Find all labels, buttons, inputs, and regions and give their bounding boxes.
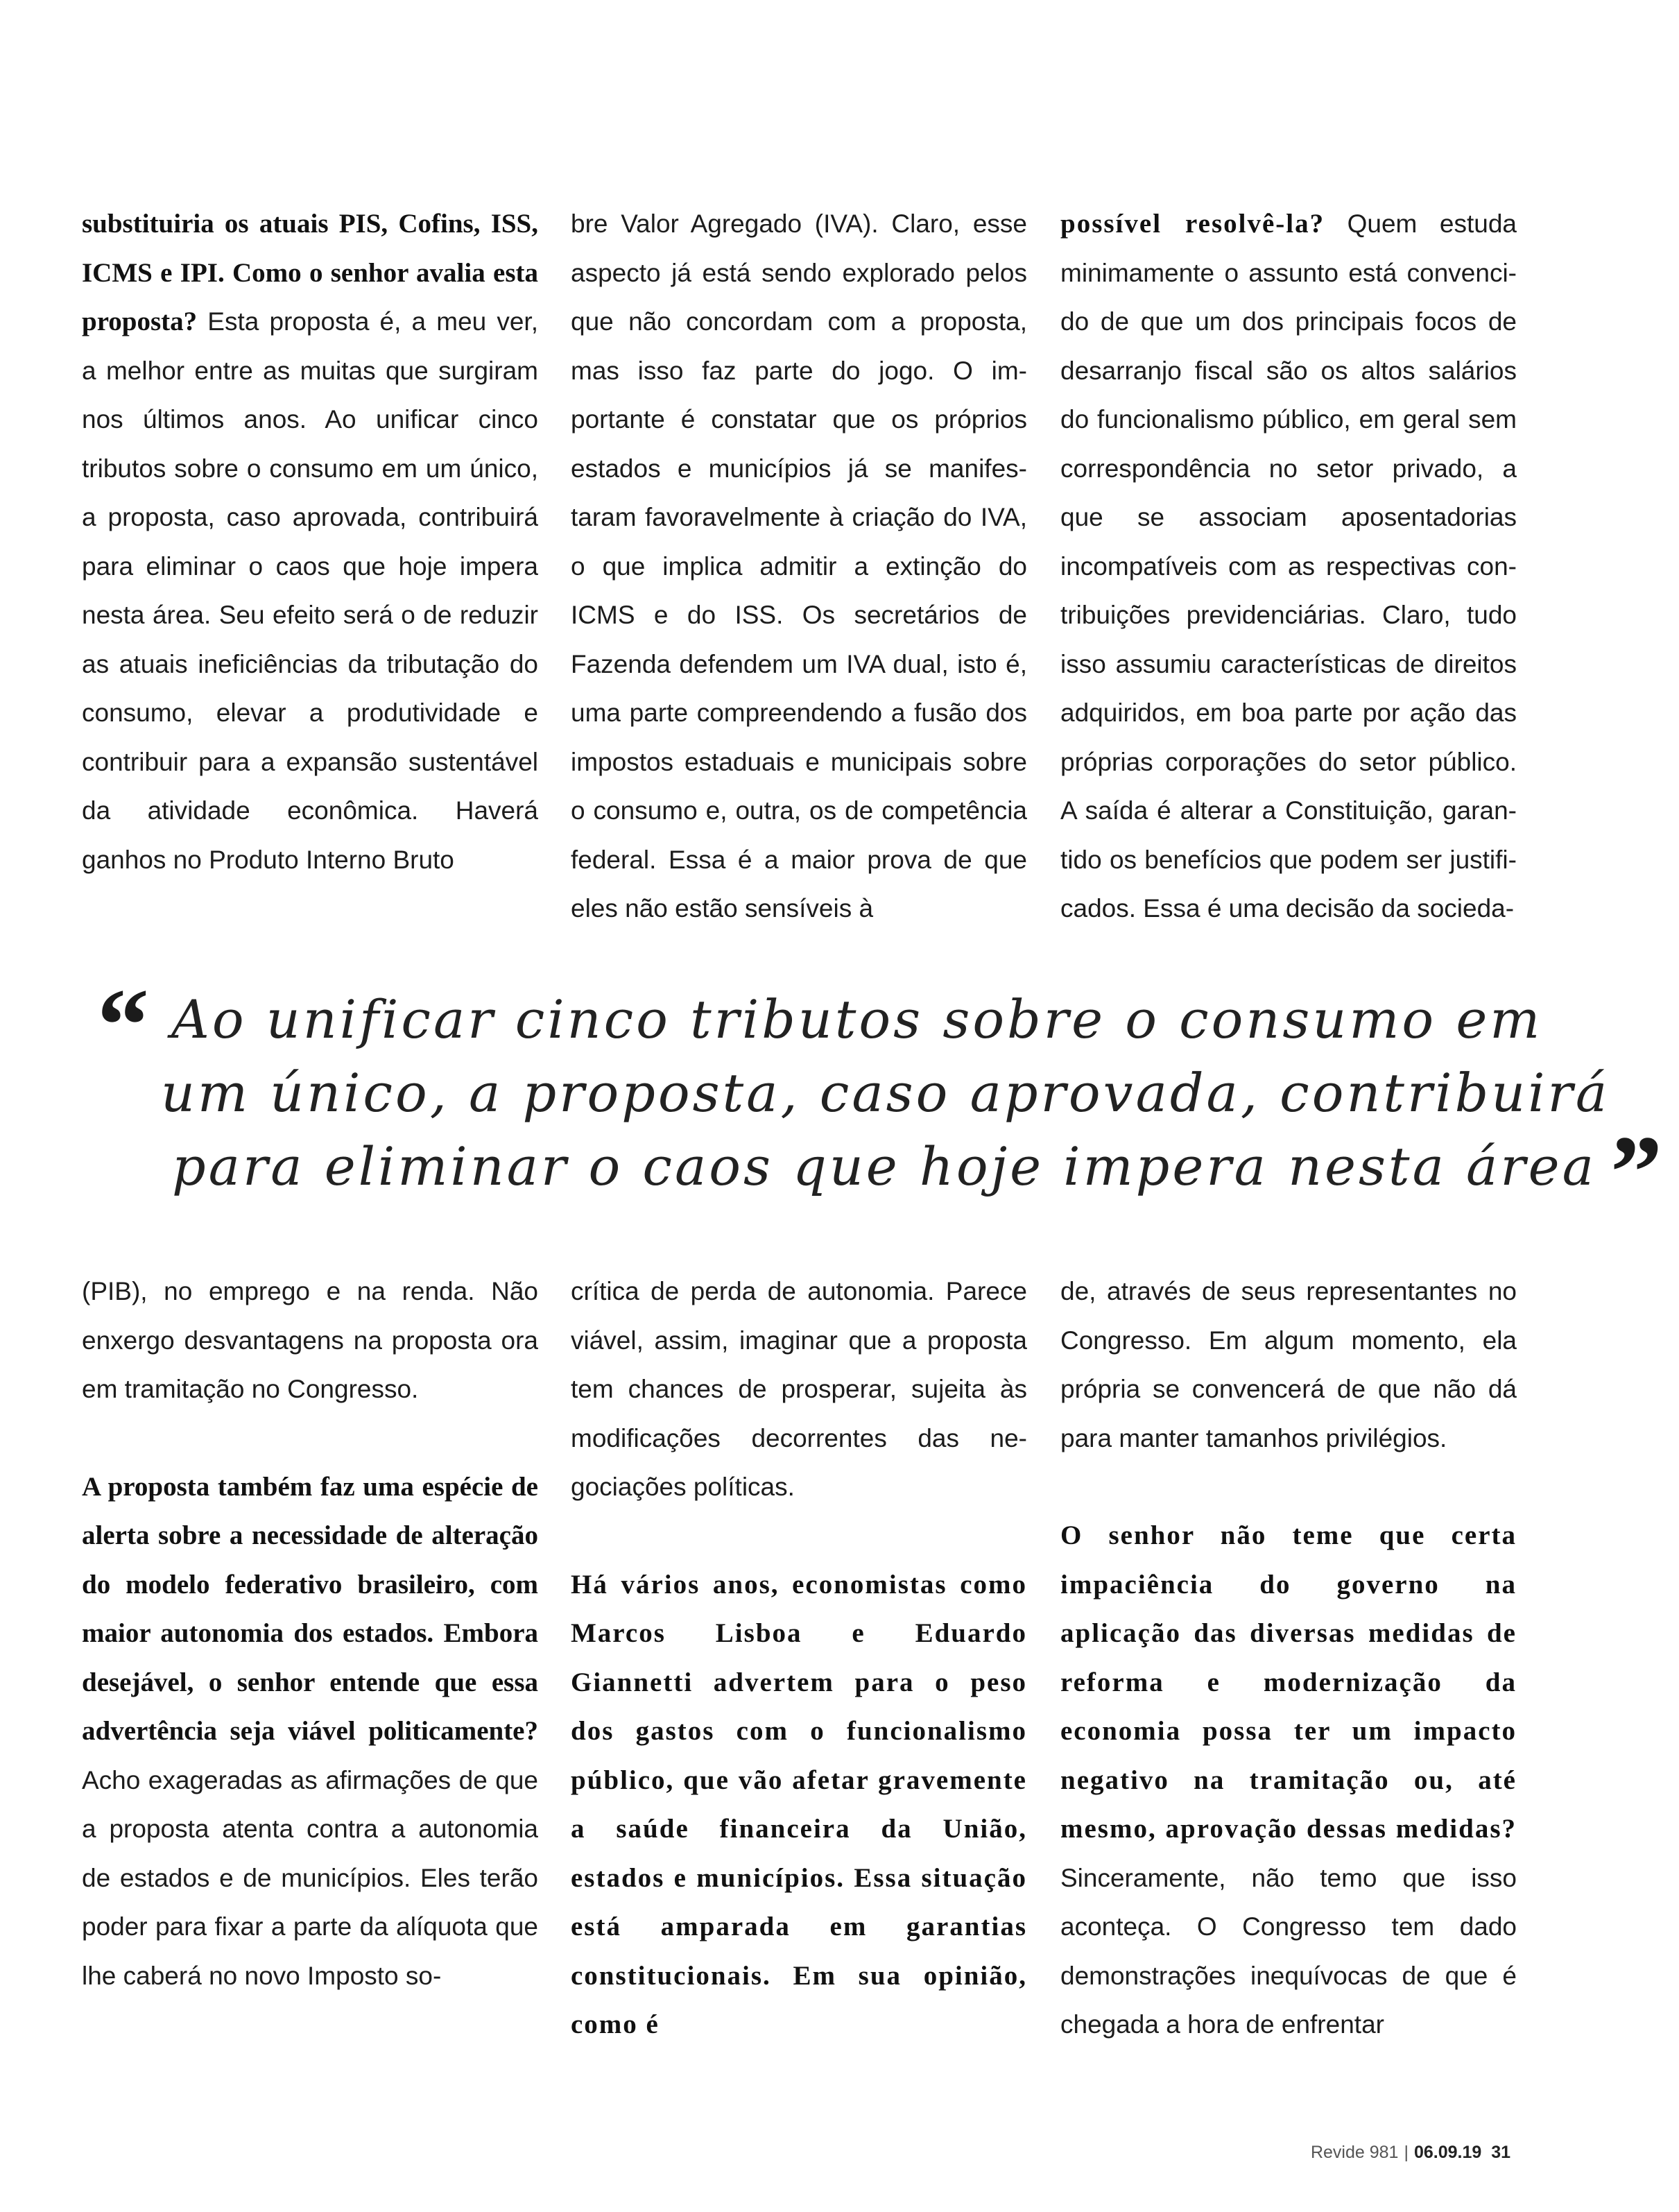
footer-separator: | (1404, 2143, 1409, 2162)
close-quote-mark: ” (1610, 1115, 1653, 1230)
column-3-top (1060, 200, 1517, 934)
interview-answer: bre Valor Agregado (IVA). Claro, esse aspecto já está sendo explorado pelos que não concordam com a proposta, mas isso faz parte do jogo. O importante é constatar que os próprios estados e municípios já se manifestaram favoravelmente à criação do IVA, o que implica admitir a extinção do ICMS e do ISS. Os secretários de Fazenda defendem um IVA dual, isto é, uma parte compreendendo a fusão dos impostos estaduais e municipais sobre o consumo e, outra, os de competência federal. Essa é a maior prova de que eles não estão sensíveis à (571, 209, 1027, 923)
interview-answer: (PIB), no emprego e na renda. Não enxergo desvantagens na proposta ora em tramitação no Congresso. (82, 1277, 538, 1403)
pull-quote-line-1 (97, 968, 1543, 1083)
pull-quote (97, 968, 1653, 1230)
page-footer (1311, 2143, 1510, 2163)
column-3-bottom (1060, 1267, 1517, 2050)
interview-question: O senhor não teme que certa impaciência do governo na aplicação das diversas medidas de reforma e modernização da economia possa ter um impacto negativo na tramitação ou, até mesmo, aprovação dessas medidas? (1060, 1520, 1517, 1844)
column-2-top (571, 200, 1027, 934)
issue-date: 06.09.19 (1413, 2143, 1482, 2162)
pull-quote-line-3 (172, 1115, 1653, 1230)
paragraph (1060, 200, 1517, 934)
interview-answer: Esta proposta é, a meu ver, a melhor entre as muitas que surgiram nos últimos anos. Ao unificar cinco tributos sobre o consumo em um único, a proposta, caso aprovada, contribuirá para eliminar o caos que hoje impera nesta área. Seu efeito será o de reduzir as atuais ineficiências da tributação do consumo, elevar a produtividade e contribuir para a expansão sustentável da atividade econômica. Haverá ganhos no Produto Interno Bruto (82, 307, 538, 874)
interview-question: Há vários anos, economistas como Marcos Lisboa e Eduardo Giannetti advertem para o peso dos gastos com o funcionalismo público, que vão afetar gravemente a saúde financeira da União, estados e municípios. Essa situação está amparada em garantias constitucionais. Em sua opinião, como é (571, 1569, 1027, 2039)
pull-quote-text: para eliminar o caos que hoje impera nesta área (172, 1135, 1596, 1197)
page-number: 31 (1491, 2143, 1510, 2162)
paragraph (82, 200, 538, 884)
interview-question: possível resolvê-la? (1060, 209, 1325, 239)
open-quote-mark: “ (97, 968, 139, 1083)
interview-answer: de, através de seus representantes no Congresso. Em algum momento, ela própria se convencerá de que não dá para manter tamanhos privilégios. (1060, 1277, 1517, 1452)
interview-answer: Sinceramente, não temo que isso aconteça. O Congresso tem dado demonstrações inequívocas de que é chegada a hora de enfrentar (1060, 1863, 1517, 2039)
magazine-issue: Revide 981 (1310, 2143, 1399, 2162)
pull-quote-text: Ao unificar cinco tributos sobre o consumo em (171, 988, 1543, 1050)
pull-quote-text: um único, a proposta, caso aprovada, contribuirá (161, 1062, 1610, 1124)
pull-quote-line-2 (161, 1057, 1610, 1129)
interview-question: A proposta também faz uma espécie de alerta sobre a necessidade de alteração do modelo federativo brasileiro, com maior autonomia dos estados. Embora desejável, o senhor entende que essa advertência seja viável politicamente? (82, 1471, 538, 1746)
paragraph (82, 1463, 538, 2001)
column-1-top (82, 200, 538, 884)
column-2-bottom (571, 1267, 1027, 2050)
interview-answer: Quem estuda minimamente o assunto está convencido de que um dos principais focos de desarranjo fiscal são os altos salários do funcionalismo público, em geral sem correspondência no setor privado, a que se associam aposentadorias incompatíveis com as respectivas contribuições previdenciárias. Claro, tudo isso assumiu características de direitos adquiridos, em boa parte por ação das próprias corporações do setor público. A saída é alterar a Constituição, garantido os benefícios que podem ser justificados. Essa é uma decisão da socieda- (1060, 209, 1517, 923)
column-1-bottom (82, 1267, 538, 2000)
interview-question: substituiria os atuais PIS, Cofins, ISS, ICMS e IPI. Como o senhor avalia esta proposta? (82, 209, 538, 336)
interview-answer: crítica de perda de autonomia. Parece viável, assim, imaginar que a proposta tem chances de prosperar, sujeita às modificações decorrentes das negociações políticas. (571, 1277, 1027, 1501)
interview-answer: Acho exageradas as afirmações de que a proposta atenta contra a autonomia de estados e de municípios. Eles terão poder para fixar a parte da alíquota que lhe caberá no novo Imposto so- (82, 1765, 538, 1990)
paragraph (1060, 1511, 1517, 2050)
